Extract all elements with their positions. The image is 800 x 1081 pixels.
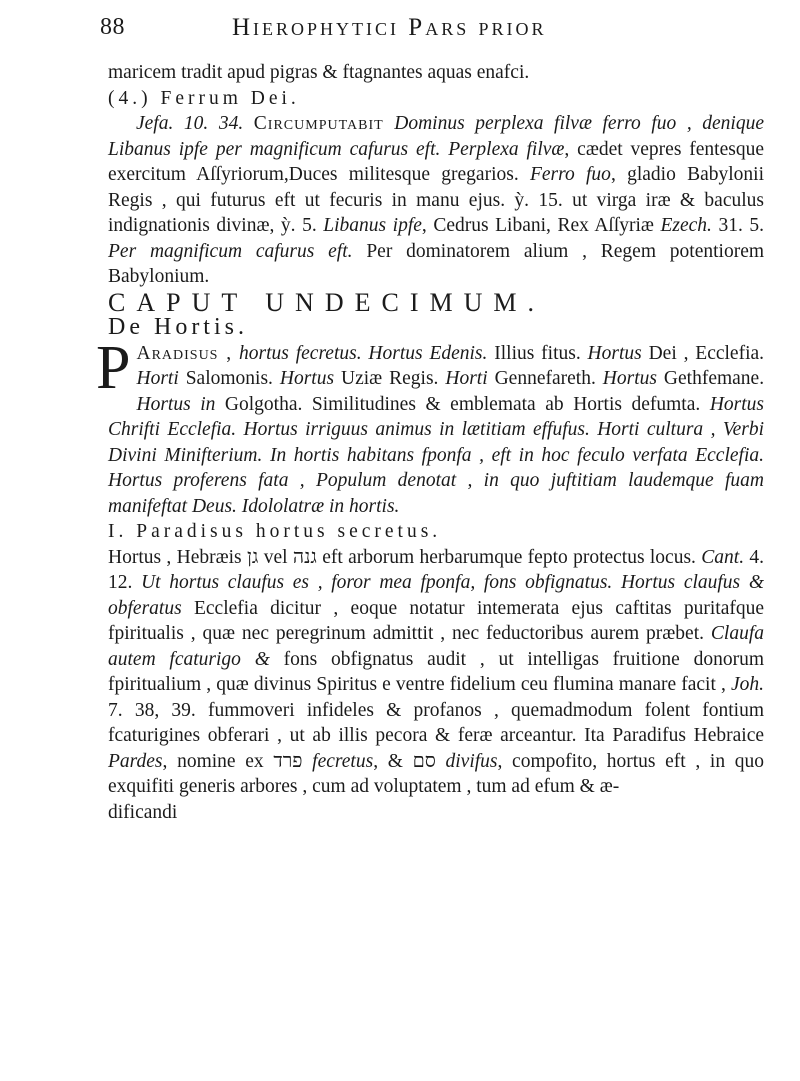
q2: Ut hortus claufus es , foror mea fponfa, fons obfignatus. Hortus claufus & obferatus (108, 572, 764, 619)
q8: Hortus Chrifti Ecclefia. Hortus irriguus animus in lætitiam effufus. Horti cultura , Verbi Divini Minifterium. In hortis habitans fponfa , eft in hoc feculo verfata Ecclefia. Hortus proferens fata , Populum denotat , in quo juftitiam laudemque fuam manifeftat Deus. Idololatræ in hortis. (108, 393, 764, 517)
q2: Ferro fuo (529, 164, 611, 185)
paragraph-ferrum (108, 111, 764, 290)
q3: Claufa autem fcaturigo & (108, 623, 765, 670)
q5: Per magnificum cafurus eft. (108, 240, 353, 262)
t6: Gethfemane. (663, 368, 765, 389)
paragraph-summary (96, 333, 765, 520)
q6: Hortus (602, 368, 657, 389)
catchword: dificandi (108, 801, 178, 823)
lead: Aradisus , (136, 342, 233, 364)
section-title: De Hortis. (108, 314, 248, 340)
t3: , Cedrus Libani, Rex Aſſyriæ (421, 215, 654, 236)
q3: Libanus ipfe (323, 215, 422, 236)
q6: fecretus (312, 750, 374, 772)
q1: Dominus perplexa filvæ ferro fuo , denique Libanus ipfe per magnificum cafurus eft. Perplexa filvæ (108, 113, 764, 160)
q7: divifus (445, 750, 498, 772)
q1: hortus fecretus. Hortus Edenis. (239, 342, 488, 364)
t2: Dei , Ecclefia. (648, 342, 765, 364)
q3: Horti (136, 368, 179, 389)
chapter-title: CAPUT UNDECIMUM. (108, 287, 545, 317)
paragraph-hortus (108, 545, 764, 800)
q1: Cant. (701, 546, 745, 568)
q7: Hortus in (136, 393, 216, 415)
running-head: Hierophytici Pars prior (232, 14, 547, 41)
keyword: Circumputabit (253, 113, 384, 134)
text-block (96, 60, 765, 825)
t4: Uziæ Regis. (341, 368, 439, 389)
line-top: maricem tradit apud pigras & ftagnantes aquas enafci. (108, 62, 530, 83)
t2: Ecclefia dicitur , eoque notatur intemerata ejus caftitas puritafque fpiritualis , quæ nec peregrinum admittit , nec feductoribus aurem præbet. (108, 597, 765, 644)
q5: Horti (445, 368, 488, 389)
t7: , compofito, hortus eft , in quo exquifiti generis arbores , cum ad voluptatem , tum ad efum & æ- (108, 750, 765, 797)
t5: Gennefareth. (494, 368, 596, 389)
lead: Hortus , Hebræis גן vel גנה eft arborum herbarumque fepto protectus locus. (108, 546, 696, 568)
t1: 4. 12. (108, 546, 765, 593)
t5: , nomine ex פרד (162, 750, 303, 772)
page-header (100, 14, 770, 48)
q4: Hortus (279, 368, 335, 389)
q5: Pardes (108, 750, 163, 772)
drop-cap: P (96, 333, 131, 402)
t5: Per dominatorem alium , Regem potentiorem Babylonium. (108, 240, 765, 287)
t3: Salomonis. (185, 368, 273, 389)
t1: Illius fitus. (494, 342, 581, 364)
ref: Jefa. 10. 34. (136, 113, 244, 134)
q4: Joh. (730, 674, 765, 695)
t4: 7. 38, 39. fummoveri infideles & profanos , quemadmodum folent fontium fcaturigines obferari , ut ab illis pecora & feræ arceantur. Ita Paradifus Hebraice (108, 699, 764, 746)
t7: Golgotha. Similitudines & emblemata ab Hortis defumta. (224, 393, 701, 415)
t6: , & סם (373, 750, 436, 772)
t3: fons obfignatus audit , ut intelligas fruitione donorum fpiritualium , quæ divinus Spiritus e ventre fidelium ceu flumina manare facit , (108, 648, 765, 695)
q4: Ezech. (660, 215, 712, 236)
q2: Hortus (587, 342, 642, 364)
t1: , cædet vepres fentesque exercitum Aſſyriorum,Duces militesque gregarios. (108, 138, 764, 185)
t4: 31. 5. (718, 215, 765, 236)
article-title: I. Paradisus hortus secretus. (108, 521, 442, 542)
page-number: 88 (100, 14, 125, 40)
subheading: (4.) Ferrum Dei. (108, 87, 300, 109)
t2: , gladio Babylonii Regis , qui futurus eft ut fecuris in manu ejus. ỳ. 15. ut virga iræ & baculus indignationis divinæ, ỳ. 5. (108, 164, 764, 236)
